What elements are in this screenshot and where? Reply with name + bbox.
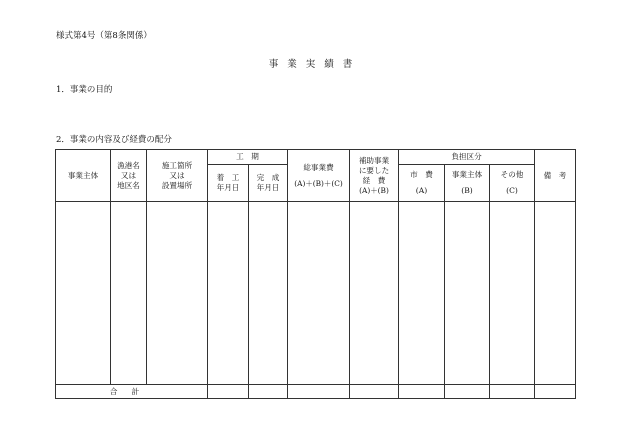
cell-kansei[interactable] xyxy=(249,202,288,385)
cell-futan-shutai[interactable] xyxy=(445,202,490,385)
total-kansei[interactable] xyxy=(249,385,288,399)
total-hojo[interactable] xyxy=(350,385,399,399)
table-body-row xyxy=(56,202,576,385)
col-header-shihi: 市 費 (A) xyxy=(399,165,445,202)
cell-sojigyohi[interactable] xyxy=(288,202,350,385)
col-header-chakko: 着 工 年月日 xyxy=(208,165,249,202)
total-futan-shutai[interactable] xyxy=(445,385,490,399)
col-header-biko: 備 考 xyxy=(535,150,576,202)
col-header-kansei: 完 成 年月日 xyxy=(249,165,288,202)
cell-biko[interactable] xyxy=(535,202,576,385)
col-header-koki: 工 期 xyxy=(208,150,288,165)
document-title: 事業実績書 xyxy=(268,59,362,70)
total-label: 合計 xyxy=(56,385,208,399)
form-number: 様式第4号（第8条関係） xyxy=(56,31,152,41)
col-header-shiko: 施工箇所 又は 設置場所 xyxy=(147,150,208,202)
col-header-sonota: その他 (C) xyxy=(490,165,535,202)
total-sonota[interactable] xyxy=(490,385,535,399)
cell-gyoko[interactable] xyxy=(111,202,147,385)
header-row-1 xyxy=(56,150,576,165)
col-header-futan-shutai: 事業主体 (B) xyxy=(445,165,490,202)
col-header-gyoko: 漁港名 又は 地区名 xyxy=(111,150,147,202)
section-purpose-heading: 1．事業の目的 xyxy=(56,85,113,95)
col-header-hojo: 補助事業 に要した 経 費 (A)＋(B) xyxy=(350,150,399,202)
total-biko[interactable] xyxy=(535,385,576,399)
total-sojigyohi[interactable] xyxy=(288,385,350,399)
cell-hojo[interactable] xyxy=(350,202,399,385)
col-header-sojigyohi: 総事業費 (A)＋(B)＋(C) xyxy=(288,150,350,202)
total-chakko[interactable] xyxy=(208,385,249,399)
section-content-heading: 2．事業の内容及び経費の配分 xyxy=(56,135,172,145)
cell-jigyo-shutai[interactable] xyxy=(56,202,111,385)
col-header-futan: 負担区分 xyxy=(399,150,535,165)
cell-shiko[interactable] xyxy=(147,202,208,385)
cell-chakko[interactable] xyxy=(208,202,249,385)
total-row xyxy=(56,385,576,399)
cell-sonota[interactable] xyxy=(490,202,535,385)
col-header-jigyo-shutai: 事業主体 xyxy=(56,150,111,202)
results-table xyxy=(55,149,576,399)
total-shihi[interactable] xyxy=(399,385,445,399)
cell-shihi[interactable] xyxy=(399,202,445,385)
